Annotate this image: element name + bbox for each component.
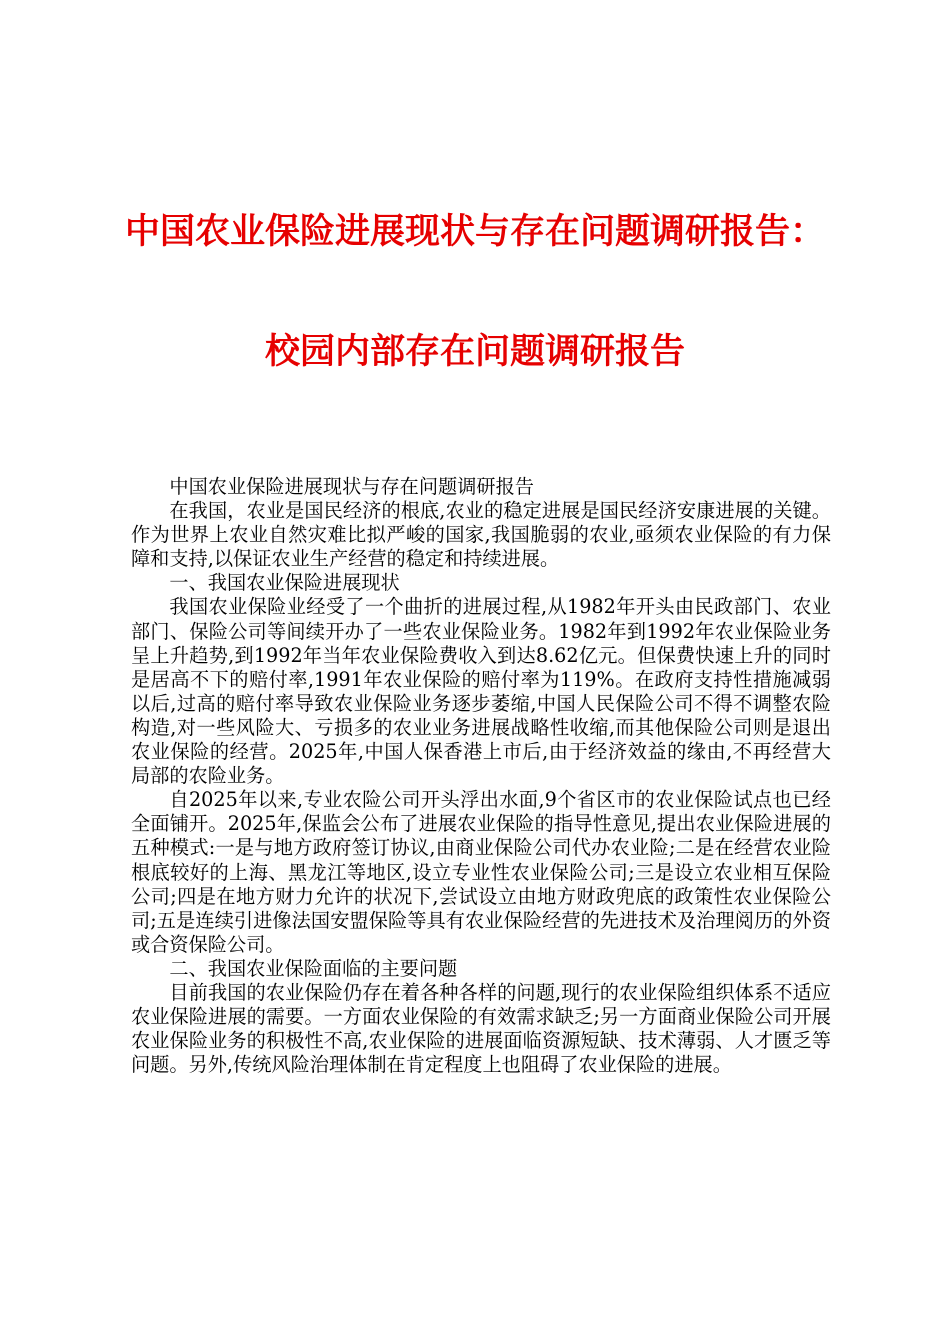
report-heading: 中国农业保险进展现状与存在问题调研报告	[169, 475, 534, 498]
document-subtitle: 校园内部存在问题调研报告	[264, 331, 685, 372]
section-heading-1: 一、我国农业保险进展现状	[169, 571, 400, 595]
paragraph-history: 我国农业保险业经受了一个曲折的进展过程,从1982年开头由民政部门、农业部门、保险公司等间续开办了一些农业保险业务。1982年到1992年农业保险业务呈上升趋势,到1992年当年农业保险费收入到达8.62亿元。但保费快速上升的同时是居高不下的赔付率,1991年农业保险的赔付率为119%。在政府支持性措施减弱以后,过高的赔付率导致农业保险业务逐步萎缩,中国人民保险公司不得不调整农险构造,对一些风险大、亏损多的农业业务进展战略性收缩,而其他保险公司则是退出农业保险的经营。2025年,中国人保香港上市后,由于经济效益的缘由,不再经营大局部的农险业务。	[131, 595, 831, 788]
paragraph-intro: 在我国，农业是国民经济的根底,农业的稳定进展是国民经济安康进展的关键。作为世界上农业自然灾难比拟严峻的国家,我国脆弱的农业,亟须农业保险的有力保障和支持,以保证农业生产经营的稳定和持续进展。	[131, 499, 831, 571]
section-heading-2: 二、我国农业保险面临的主要问题	[169, 956, 458, 980]
paragraph-pilot: 自2025年以来,专业农险公司开头浮出水面,9个省区市的农业保险试点也已经全面铺开。2025年,保监会公布了进展农业保险的指导性意见,提出农业保险进展的五种模式:一是与地方政府签订协议,由商业保险公司代办农业险;二是在经营农业险根底较好的上海、黑龙江等地区,设立专业性农业保险公司;三是设立农业相互保险公司;四是在地方财力允许的状况下,尝试设立由地方财政兜底的政策性农业保险公司;五是连续引进像法国安盟保险等具有农业保险经营的先进技术及治理阅历的外资或合资保险公司。	[131, 788, 831, 956]
document-body	[131, 475, 831, 1077]
paragraph-problems: 目前我国的农业保险仍存在着各种各样的问题,现行的农业保险组织体系不适应农业保险进展的需要。一方面农业保险的有效需求缺乏;另一方面商业保险公司开展农业保险业务的积极性不高,农业保险的进展面临资源短缺、技术薄弱、人才匮乏等问题。另外,传统风险治理体制在肯定程度上也阻碍了农业保险的进展。	[131, 980, 831, 1077]
document-title: 中国农业保险进展现状与存在问题调研报告：	[124, 211, 825, 252]
